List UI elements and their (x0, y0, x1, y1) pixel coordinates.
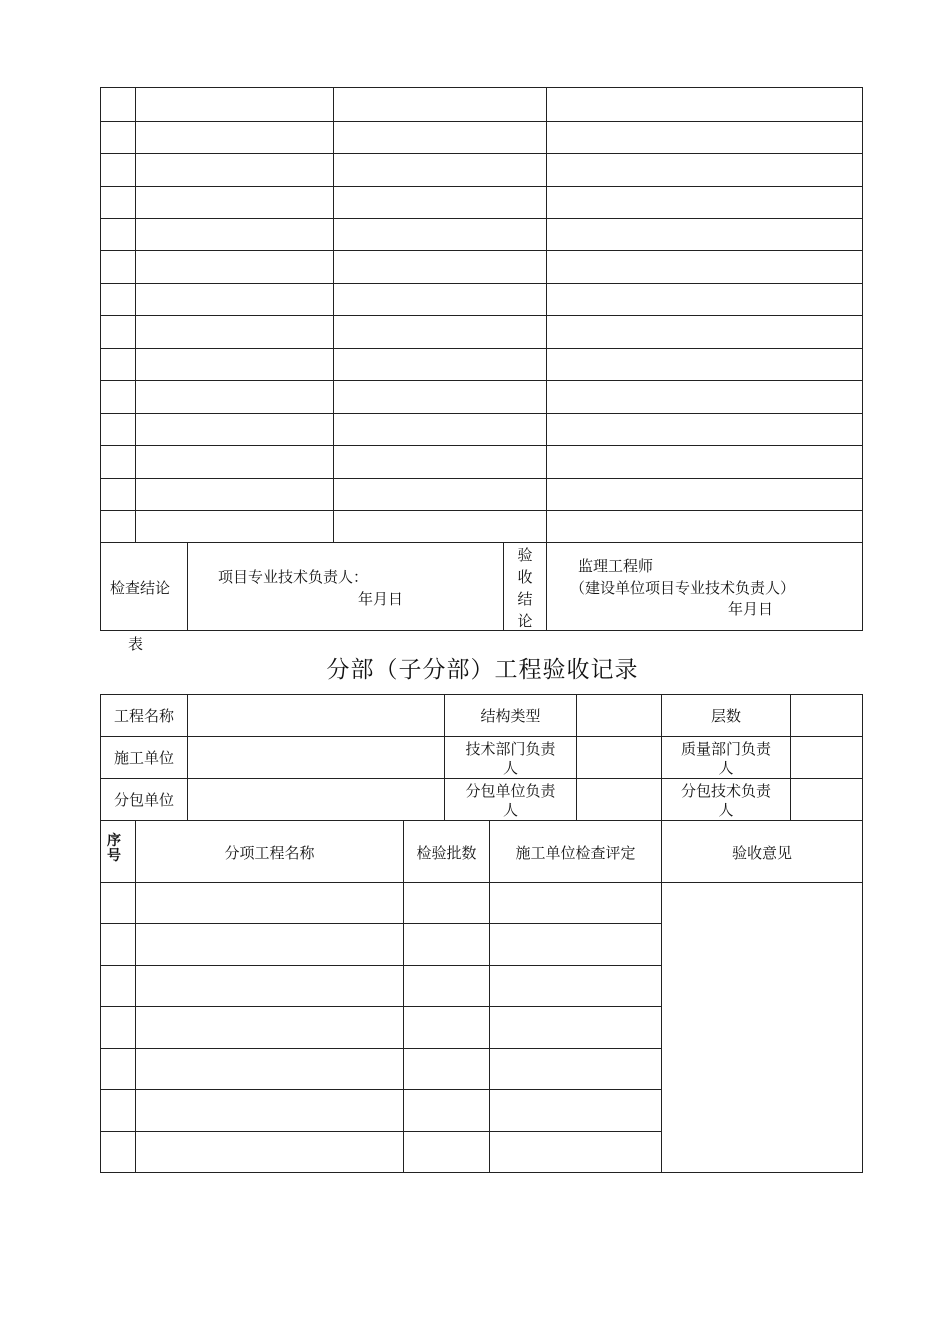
acceptance-conclusion-char-1: 验 (517, 546, 533, 564)
seq-header-line1: 序 (107, 833, 121, 849)
date-left: 年月日 (358, 590, 404, 608)
seq-header-line2: 号 (107, 848, 121, 864)
floors-label: 层数 (710, 707, 741, 725)
acceptance-opinion-field[interactable] (662, 883, 862, 1172)
quality-dept-lead-label-line2: 人 (718, 759, 734, 777)
sub-tech-lead-label-line2: 人 (718, 801, 734, 819)
sub-unit-lead-field[interactable] (577, 779, 661, 820)
table-row[interactable] (101, 883, 661, 923)
table-mark: 表 (128, 635, 144, 653)
unit-evaluation-header: 施工单位检查评定 (515, 844, 636, 862)
supervisor-label: 监理工程师 (578, 557, 654, 575)
project-name-field[interactable] (188, 695, 444, 736)
sub-unit-lead-label-line2: 人 (502, 801, 518, 819)
tech-dept-lead-label-line2: 人 (502, 759, 518, 777)
floors-field[interactable] (791, 695, 862, 736)
tech-dept-lead-label-line1: 技术部门负责 (465, 740, 556, 758)
acceptance-conclusion-char-2: 收 (517, 568, 533, 586)
subcontractor-label: 分包单位 (113, 791, 174, 809)
tech-dept-lead-field[interactable] (577, 737, 661, 778)
sub-tech-lead-field[interactable] (791, 779, 862, 820)
quality-dept-lead-field[interactable] (791, 737, 862, 778)
acceptance-conclusion-char-3: 结 (517, 590, 533, 608)
table-row[interactable] (101, 966, 661, 1006)
structure-type-label: 结构类型 (480, 707, 541, 725)
batch-count-header: 检验批数 (416, 844, 477, 862)
owner-tech-lead-label: （建设单位项目专业技术负责人） (570, 579, 796, 597)
project-tech-lead-label: 项目专业技术负责人： (218, 568, 369, 586)
construction-unit-field[interactable] (188, 737, 444, 778)
construction-unit-label: 施工单位 (113, 749, 174, 767)
acceptance-opinion-header: 验收意见 (731, 844, 792, 862)
table-row[interactable] (101, 924, 661, 965)
table-row[interactable] (101, 1132, 661, 1172)
table-row[interactable] (101, 1049, 661, 1089)
table-row[interactable] (101, 1090, 661, 1131)
sub-tech-lead-label-line1: 分包技术负责 (680, 782, 771, 800)
structure-type-field[interactable] (577, 695, 661, 736)
acceptance-conclusion-char-4: 论 (517, 612, 533, 630)
item-name-header: 分项工程名称 (224, 844, 315, 862)
sub-unit-lead-label-line1: 分包单位负责 (465, 782, 556, 800)
quality-dept-lead-label-line1: 质量部门负责 (680, 740, 771, 758)
page-title: 分部（子分部）工程验收记录 (326, 657, 639, 683)
project-name-label: 工程名称 (113, 707, 174, 725)
table-row[interactable] (101, 1007, 661, 1048)
date-right: 年月日 (728, 600, 774, 618)
subcontractor-field[interactable] (188, 779, 444, 820)
inspection-conclusion-label: 检查结论 (110, 579, 171, 597)
